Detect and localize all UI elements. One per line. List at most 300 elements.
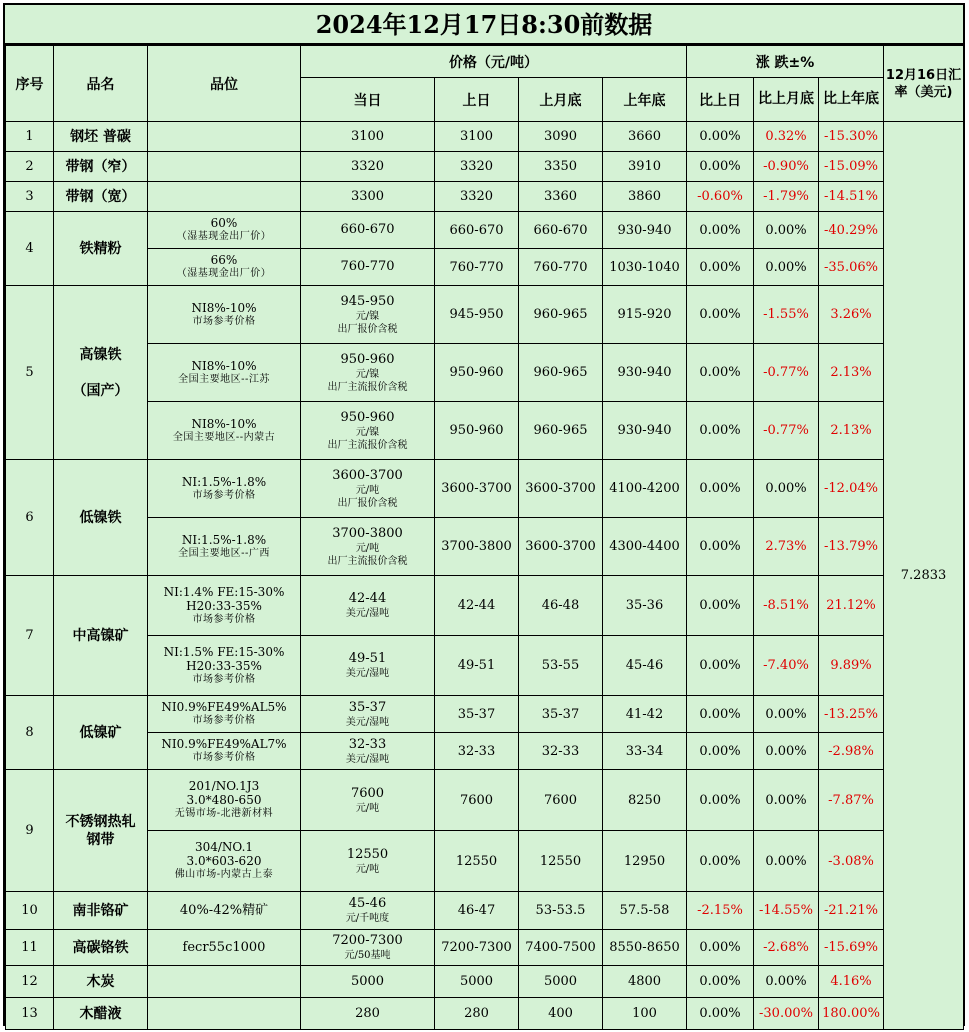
row-price-prev-month: 53-53.5 <box>519 892 603 930</box>
row-change-vs-year: 2.13% <box>819 344 884 402</box>
row-change-vs-month: -2.68% <box>754 930 819 966</box>
row-price-today <box>301 770 435 831</box>
row-spec <box>148 696 301 733</box>
table-row <box>6 460 964 518</box>
row-spec <box>148 892 301 930</box>
row-price-prev-year: 4800 <box>603 966 687 998</box>
price-unit: 美元/湿吨 <box>345 668 390 679</box>
row-change-vs-day: 0.00% <box>687 770 754 831</box>
row-change-vs-day: 0.00% <box>687 696 754 733</box>
row-price-prev-month: 7600 <box>519 770 603 831</box>
row-price-prev-year: 57.5-58 <box>603 892 687 930</box>
row-spec <box>148 286 301 344</box>
header-vs-year: 比上年底 <box>819 78 884 122</box>
table-row <box>6 286 964 344</box>
row-price-prev-day: 660-670 <box>435 212 519 249</box>
row-price-today <box>301 460 435 518</box>
table-row <box>6 966 964 998</box>
row-change-vs-month: 0.00% <box>754 733 819 770</box>
price-table-body <box>6 122 964 1030</box>
spec-grade: 40%-42%精矿 <box>179 902 269 918</box>
row-change-vs-day: 0.00% <box>687 212 754 249</box>
row-price-today <box>301 182 435 212</box>
row-product-name <box>54 770 148 892</box>
row-change-vs-day: 0.00% <box>687 831 754 892</box>
row-price-prev-day: 3600-3700 <box>435 460 519 518</box>
row-change-vs-day: 0.00% <box>687 344 754 402</box>
row-spec <box>148 402 301 460</box>
row-price-today <box>301 696 435 733</box>
row-change-vs-month: -7.40% <box>754 636 819 696</box>
price-unit: 元/镍 <box>355 368 380 380</box>
table-row <box>6 831 964 892</box>
table-row <box>6 182 964 212</box>
price-value: 950-960 <box>340 409 395 425</box>
row-change-vs-year: 9.89% <box>819 636 884 696</box>
product-name-line: 高碳铬铁 <box>72 939 129 956</box>
row-change-vs-month: 0.00% <box>754 696 819 733</box>
product-name-line: 中高镍矿 <box>72 627 129 644</box>
table-row <box>6 770 964 831</box>
row-change-vs-day: -2.15% <box>687 892 754 930</box>
spec-grade: NI:1.5%-1.8% <box>181 474 267 489</box>
row-spec <box>148 122 301 152</box>
row-change-vs-year: 4.16% <box>819 966 884 998</box>
row-price-prev-year: 930-940 <box>603 212 687 249</box>
row-price-today <box>301 344 435 402</box>
product-name-line: 钢坯 普碳 <box>70 128 131 145</box>
sheet-title: 2024年12月17日8:30前数据 <box>5 5 963 45</box>
spec-grade: NI:1.5%-1.8% <box>181 532 267 547</box>
row-price-prev-month: 760-770 <box>519 249 603 286</box>
product-name-line: 木炭 <box>86 973 115 990</box>
row-spec <box>148 998 301 1030</box>
price-value: 5000 <box>350 973 385 989</box>
row-price-prev-month: 960-965 <box>519 344 603 402</box>
row-price-prev-month: 3600-3700 <box>519 518 603 576</box>
price-value: 49-51 <box>348 651 387 666</box>
row-price-today <box>301 212 435 249</box>
spec-grade: H20:33-35% <box>186 598 262 613</box>
spec-note: 市场参考价格 <box>192 489 256 501</box>
row-change-vs-year: -40.29% <box>819 212 884 249</box>
spec-note: 全国主要地区--内蒙古 <box>172 431 276 443</box>
row-price-today <box>301 152 435 182</box>
row-change-vs-month: -8.51% <box>754 576 819 636</box>
row-price-prev-year: 33-34 <box>603 733 687 770</box>
row-change-vs-day: 0.00% <box>687 460 754 518</box>
row-change-vs-month: -1.79% <box>754 182 819 212</box>
row-price-prev-day: 280 <box>435 998 519 1030</box>
spec-grade: NI:1.4% FE:15-30% <box>163 584 285 599</box>
price-table <box>5 45 964 1030</box>
row-spec <box>148 249 301 286</box>
row-price-today <box>301 966 435 998</box>
row-spec <box>148 636 301 696</box>
row-spec <box>148 460 301 518</box>
row-change-vs-year: -15.69% <box>819 930 884 966</box>
price-unit: 出厂报价含税 <box>337 497 398 509</box>
row-seq: 7 <box>6 576 54 696</box>
row-change-vs-year: -12.04% <box>819 460 884 518</box>
row-price-today <box>301 930 435 966</box>
row-price-prev-month: 53-55 <box>519 636 603 696</box>
row-change-vs-month: 0.00% <box>754 966 819 998</box>
row-change-vs-day: 0.00% <box>687 249 754 286</box>
row-price-prev-year: 12950 <box>603 831 687 892</box>
row-product-name <box>54 696 148 770</box>
spec-note: 市场参考价格 <box>192 613 256 625</box>
row-price-today <box>301 892 435 930</box>
row-change-vs-year: -13.25% <box>819 696 884 733</box>
row-change-vs-day: 0.00% <box>687 576 754 636</box>
row-seq: 12 <box>6 966 54 998</box>
row-price-prev-year: 35-36 <box>603 576 687 636</box>
price-value: 7600 <box>350 785 385 801</box>
row-price-prev-year: 4100-4200 <box>603 460 687 518</box>
row-change-vs-year: -21.21% <box>819 892 884 930</box>
row-price-prev-day: 950-960 <box>435 402 519 460</box>
price-unit: 元/镍 <box>355 310 380 322</box>
row-change-vs-day: 0.00% <box>687 930 754 966</box>
row-spec <box>148 576 301 636</box>
row-price-prev-day: 32-33 <box>435 733 519 770</box>
table-row <box>6 696 964 733</box>
price-unit: 出厂报价含税 <box>337 323 398 335</box>
row-price-prev-day: 3320 <box>435 182 519 212</box>
spec-grade: H20:33-35% <box>186 658 262 673</box>
spec-note: （湿基现金出厂价） <box>176 231 272 242</box>
row-product-name <box>54 122 148 152</box>
price-value: 35-37 <box>348 699 387 715</box>
spec-note: 无锡市场-北港新材料 <box>174 808 274 819</box>
table-row <box>6 518 964 576</box>
row-seq: 6 <box>6 460 54 576</box>
row-seq: 5 <box>6 286 54 460</box>
table-row <box>6 212 964 249</box>
row-change-vs-month: -30.00% <box>754 998 819 1030</box>
table-row <box>6 152 964 182</box>
row-price-prev-day: 3700-3800 <box>435 518 519 576</box>
spec-note: 市场参考价格 <box>192 715 256 726</box>
header-prev-year: 上年底 <box>603 78 687 122</box>
row-price-prev-year: 45-46 <box>603 636 687 696</box>
row-price-prev-day: 35-37 <box>435 696 519 733</box>
price-value: 3700-3800 <box>332 525 403 541</box>
product-name-line: 木醋液 <box>79 1005 122 1022</box>
product-name-line: 低镍矿 <box>79 724 122 741</box>
row-change-vs-year: -3.08% <box>819 831 884 892</box>
row-change-vs-month: 2.73% <box>754 518 819 576</box>
table-row <box>6 636 964 696</box>
row-price-prev-year: 930-940 <box>603 344 687 402</box>
spec-grade: NI0.9%FE49%AL5% <box>161 700 287 714</box>
header-exchange-rate: 12月16日汇率（美元) <box>884 46 964 122</box>
price-value: 760-770 <box>340 259 395 274</box>
row-change-vs-year: -2.98% <box>819 733 884 770</box>
price-unit: 元/吨 <box>355 802 380 814</box>
spec-grade: 3.0*480-650 <box>186 793 262 807</box>
header-prev-day: 上日 <box>435 78 519 122</box>
row-price-prev-month: 32-33 <box>519 733 603 770</box>
price-value: 7200-7300 <box>332 933 403 948</box>
row-change-vs-month: 0.00% <box>754 831 819 892</box>
spec-grade: 3.0*603-620 <box>186 854 262 868</box>
row-price-today <box>301 518 435 576</box>
row-seq: 2 <box>6 152 54 182</box>
spec-grade: 60% <box>210 216 238 230</box>
row-change-vs-day: 0.00% <box>687 998 754 1030</box>
spec-grade: NI:1.5% FE:15-30% <box>163 644 285 659</box>
row-change-vs-month: -0.77% <box>754 344 819 402</box>
row-spec <box>148 770 301 831</box>
spec-note: 佛山市场-内蒙古上泰 <box>174 869 274 880</box>
row-change-vs-year: 2.13% <box>819 402 884 460</box>
row-price-prev-month: 5000 <box>519 966 603 998</box>
row-seq: 10 <box>6 892 54 930</box>
spec-grade: 201/NO.1J3 <box>188 779 260 793</box>
row-change-vs-year: 21.12% <box>819 576 884 636</box>
row-price-today <box>301 636 435 696</box>
row-price-today <box>301 831 435 892</box>
price-unit: 出厂主流报价含税 <box>327 439 408 451</box>
row-price-prev-month: 35-37 <box>519 696 603 733</box>
row-price-prev-month: 660-670 <box>519 212 603 249</box>
price-unit: 美元/湿吨 <box>345 716 390 728</box>
price-value: 3320 <box>350 158 385 174</box>
spec-note: 全国主要地区--江苏 <box>178 373 270 385</box>
row-change-vs-day: 0.00% <box>687 636 754 696</box>
header-vs-day: 比上日 <box>687 78 754 122</box>
row-price-prev-day: 3320 <box>435 152 519 182</box>
row-product-name <box>54 286 148 460</box>
row-price-prev-year: 930-940 <box>603 402 687 460</box>
row-product-name <box>54 460 148 576</box>
price-unit: 元/吨 <box>355 863 380 875</box>
row-seq: 9 <box>6 770 54 892</box>
price-unit: 元/50基吨 <box>344 950 391 961</box>
row-seq: 3 <box>6 182 54 212</box>
row-price-prev-day: 3100 <box>435 122 519 152</box>
row-product-name <box>54 892 148 930</box>
header-price-group: 价格（元/吨） <box>301 46 687 78</box>
row-price-prev-day: 42-44 <box>435 576 519 636</box>
row-product-name <box>54 212 148 286</box>
table-row <box>6 402 964 460</box>
spec-grade: NI8%-10% <box>191 300 257 315</box>
row-spec <box>148 966 301 998</box>
row-price-prev-year: 8550-8650 <box>603 930 687 966</box>
product-name-line: 带钢（窄） <box>65 158 136 175</box>
spec-grade: 66% <box>210 253 238 267</box>
row-change-vs-day: 0.00% <box>687 966 754 998</box>
row-change-vs-day: 0.00% <box>687 286 754 344</box>
exchange-rate-value: 7.2833 <box>884 122 964 1030</box>
price-unit: 元/吨 <box>355 542 380 554</box>
row-seq: 8 <box>6 696 54 770</box>
row-price-prev-day: 7200-7300 <box>435 930 519 966</box>
row-price-prev-year: 3910 <box>603 152 687 182</box>
row-price-prev-month: 960-965 <box>519 286 603 344</box>
row-price-prev-month: 12550 <box>519 831 603 892</box>
table-row <box>6 998 964 1030</box>
row-change-vs-year: -15.09% <box>819 152 884 182</box>
spec-grade: NI8%-10% <box>191 416 257 431</box>
row-change-vs-month: -1.55% <box>754 286 819 344</box>
row-price-prev-day: 945-950 <box>435 286 519 344</box>
price-unit: 出厂主流报价含税 <box>327 381 408 393</box>
row-change-vs-month: 0.00% <box>754 249 819 286</box>
price-value: 950-960 <box>340 351 395 367</box>
header-today: 当日 <box>301 78 435 122</box>
table-row <box>6 122 964 152</box>
row-spec <box>148 733 301 770</box>
row-price-prev-year: 3860 <box>603 182 687 212</box>
row-spec <box>148 518 301 576</box>
header-name: 品名 <box>54 46 148 122</box>
row-change-vs-year: 180.00% <box>819 998 884 1030</box>
table-row <box>6 344 964 402</box>
row-price-prev-year: 915-920 <box>603 286 687 344</box>
row-product-name <box>54 152 148 182</box>
price-value: 945-950 <box>340 293 395 309</box>
price-unit: 美元/湿吨 <box>345 608 390 619</box>
price-value: 32-33 <box>348 736 387 752</box>
row-change-vs-month: 0.00% <box>754 212 819 249</box>
table-row <box>6 892 964 930</box>
row-change-vs-day: 0.00% <box>687 152 754 182</box>
header-spec: 品位 <box>148 46 301 122</box>
row-price-today <box>301 576 435 636</box>
header-change-group: 涨 跌±% <box>687 46 884 78</box>
row-price-today <box>301 286 435 344</box>
row-change-vs-year: 3.26% <box>819 286 884 344</box>
row-change-vs-day: 0.00% <box>687 122 754 152</box>
header-vs-month: 比上月底 <box>754 78 819 122</box>
spec-note: 市场参考价格 <box>192 673 256 685</box>
row-spec <box>148 831 301 892</box>
row-change-vs-year: -14.51% <box>819 182 884 212</box>
row-product-name <box>54 576 148 696</box>
table-row <box>6 576 964 636</box>
product-name-line: 铁精粉 <box>79 240 122 257</box>
row-price-prev-year: 41-42 <box>603 696 687 733</box>
row-price-prev-year: 3660 <box>603 122 687 152</box>
table-row <box>6 733 964 770</box>
product-name-line: 南非铬矿 <box>72 902 129 919</box>
row-price-prev-day: 760-770 <box>435 249 519 286</box>
row-change-vs-year: -7.87% <box>819 770 884 831</box>
product-name-line: 带钢（宽） <box>65 188 136 205</box>
row-price-prev-year: 1030-1040 <box>603 249 687 286</box>
row-price-prev-year: 100 <box>603 998 687 1030</box>
table-row <box>6 930 964 966</box>
price-unit: 元/千吨度 <box>345 913 390 924</box>
row-spec <box>148 182 301 212</box>
row-change-vs-month: -14.55% <box>754 892 819 930</box>
header-seq: 序号 <box>6 46 54 122</box>
row-spec <box>148 344 301 402</box>
row-change-vs-year: -15.30% <box>819 122 884 152</box>
row-price-today <box>301 122 435 152</box>
row-price-prev-year: 4300-4400 <box>603 518 687 576</box>
row-change-vs-year: -13.79% <box>819 518 884 576</box>
row-price-prev-month: 7400-7500 <box>519 930 603 966</box>
row-seq: 4 <box>6 212 54 286</box>
price-value: 45-46 <box>348 896 387 911</box>
row-price-prev-month: 46-48 <box>519 576 603 636</box>
row-change-vs-day: -0.60% <box>687 182 754 212</box>
row-price-prev-month: 3350 <box>519 152 603 182</box>
row-product-name <box>54 930 148 966</box>
row-price-today <box>301 249 435 286</box>
row-change-vs-day: 0.00% <box>687 518 754 576</box>
row-product-name <box>54 998 148 1030</box>
row-change-vs-day: 0.00% <box>687 402 754 460</box>
row-product-name <box>54 966 148 998</box>
row-price-prev-month: 3360 <box>519 182 603 212</box>
spec-grade: 304/NO.1 <box>194 840 254 854</box>
spec-note: 市场参考价格 <box>192 315 256 327</box>
row-price-prev-month: 3090 <box>519 122 603 152</box>
row-change-vs-month: 0.00% <box>754 460 819 518</box>
spec-note: 全国主要地区--广西 <box>178 547 270 559</box>
row-price-prev-day: 950-960 <box>435 344 519 402</box>
row-price-prev-day: 46-47 <box>435 892 519 930</box>
row-price-today <box>301 733 435 770</box>
product-name-line: 高镍铁 <box>79 346 122 363</box>
header-prev-month: 上月底 <box>519 78 603 122</box>
price-value: 3300 <box>350 188 385 204</box>
spec-grade: NI0.9%FE49%AL7% <box>161 737 287 751</box>
row-seq: 1 <box>6 122 54 152</box>
row-change-vs-month: -0.90% <box>754 152 819 182</box>
price-value: 3100 <box>350 128 385 144</box>
row-price-prev-day: 12550 <box>435 831 519 892</box>
price-value: 3600-3700 <box>332 467 403 483</box>
price-unit: 美元/湿吨 <box>345 753 390 765</box>
row-change-vs-month: 0.32% <box>754 122 819 152</box>
price-unit: 元/吨 <box>355 484 380 496</box>
row-price-prev-day: 49-51 <box>435 636 519 696</box>
spec-grade: fecr55c1000 <box>182 939 266 955</box>
product-name-line: 低镍铁 <box>79 509 122 526</box>
row-price-prev-month: 3600-3700 <box>519 460 603 518</box>
row-price-prev-year: 8250 <box>603 770 687 831</box>
price-value: 42-44 <box>348 591 387 606</box>
price-sheet <box>3 3 965 1026</box>
row-spec <box>148 152 301 182</box>
row-spec <box>148 212 301 249</box>
spec-note: （湿基现金出厂价） <box>176 268 272 279</box>
price-value: 280 <box>355 1005 380 1021</box>
product-name-line: 钢带 <box>86 831 115 848</box>
row-product-name <box>54 182 148 212</box>
price-unit: 元/镍 <box>355 426 380 438</box>
row-price-prev-day: 7600 <box>435 770 519 831</box>
row-change-vs-month: -0.77% <box>754 402 819 460</box>
row-spec <box>148 930 301 966</box>
row-change-vs-month: 0.00% <box>754 770 819 831</box>
product-name-line: 不锈钢热轧 <box>65 813 136 830</box>
row-price-today <box>301 402 435 460</box>
spec-grade: NI8%-10% <box>191 358 257 373</box>
row-price-prev-month: 960-965 <box>519 402 603 460</box>
row-price-prev-day: 5000 <box>435 966 519 998</box>
price-value: 660-670 <box>340 222 395 237</box>
product-name-line: （国产） <box>72 382 129 399</box>
table-row <box>6 249 964 286</box>
